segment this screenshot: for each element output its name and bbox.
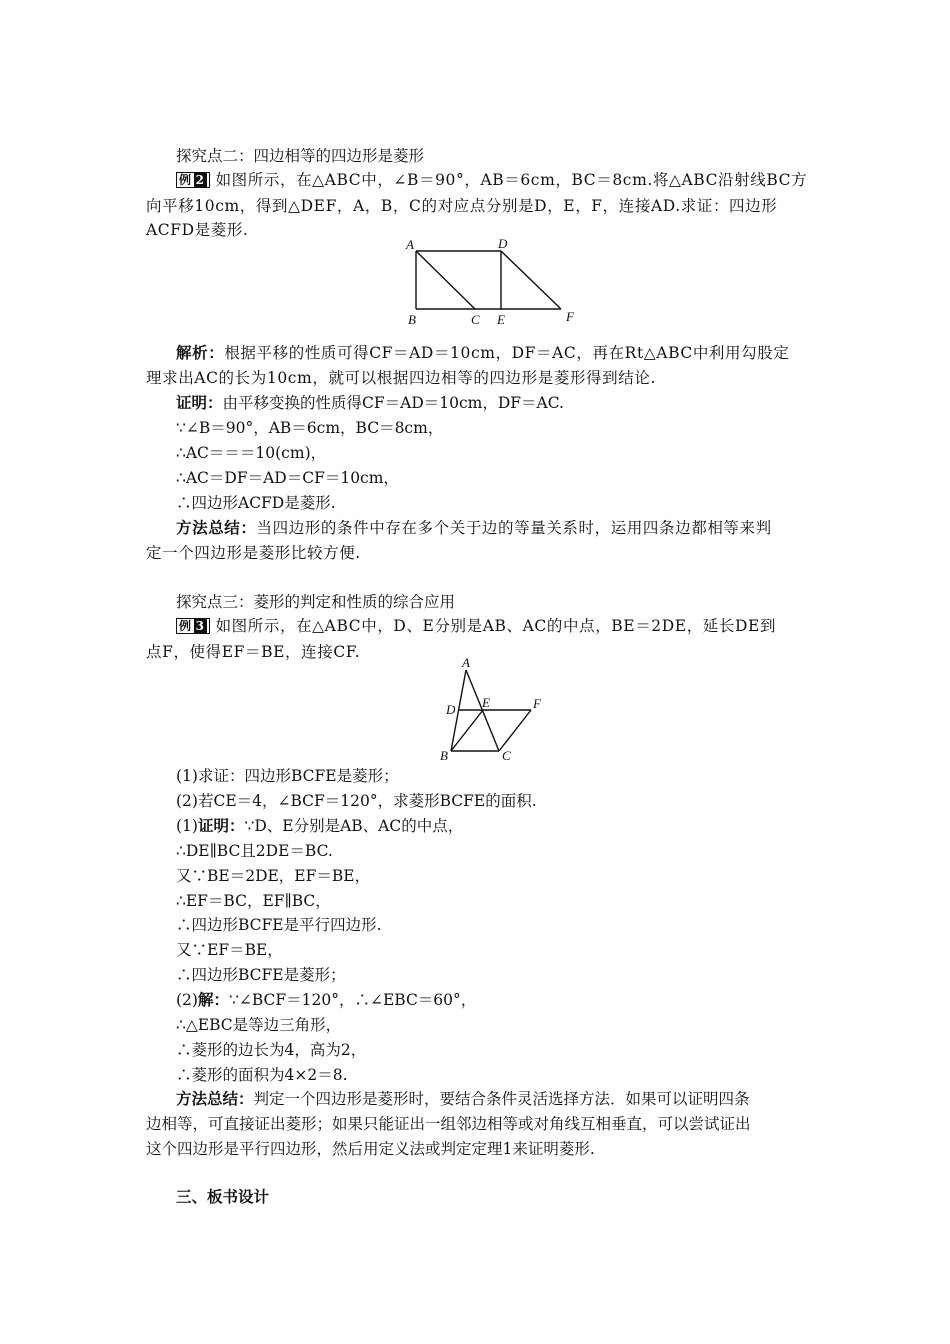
label-b: B: [408, 312, 416, 327]
example3-text-1: 如图所示，在△ABC中，D、E分别是AB、AC的中点，BE＝2DE，延长DE到: [215, 617, 777, 635]
figure-translation-diagram: [400, 236, 585, 328]
board-design-heading: 三、板书设计: [176, 1187, 270, 1206]
solution1-prefix: (1): [176, 817, 198, 835]
solution1-line7: ∴四边形BCFE是菱形；: [176, 966, 346, 984]
label-c: C: [502, 748, 511, 763]
label-f: F: [566, 309, 574, 324]
summary-label: 方法总结：: [176, 1089, 254, 1108]
label-c: C: [471, 312, 480, 327]
segment-df: [501, 251, 561, 309]
summary-text-1: 当四边形的条件中存在多个关于边的等量关系时，运用四条边都相等来判: [256, 519, 772, 537]
label-d: D: [446, 702, 456, 717]
example2-tag-label: 例: [179, 173, 192, 187]
solution1-line4: ∴EF＝BC，EF∥BC，: [176, 892, 331, 910]
label-e: E: [482, 695, 490, 710]
segment-ac: [416, 251, 475, 309]
section3-heading: 探究点三：菱形的判定和性质的综合应用: [176, 593, 456, 611]
example3-line2: 点F，使得EF＝BE，连接CF.: [146, 643, 361, 661]
proof2-line3: ∴AC＝＝＝10(cm)，: [176, 444, 327, 462]
analysis2-line1: [176, 343, 789, 363]
proof-text-1: 由平移变换的性质得CF＝AD＝10cm，DF＝AC.: [222, 394, 564, 412]
label-d: D: [498, 236, 508, 251]
example3-tag: [176, 618, 210, 634]
example3-tag-number: 3: [195, 619, 205, 633]
summary3-line3: 这个四边形是平行四边形，然后用定义法或判定定理1来证明菱形.: [146, 1140, 595, 1158]
solution1-text-1: ∵D、E分别是AB、AC的中点，: [244, 817, 464, 835]
label-b: B: [440, 748, 448, 763]
example2-line2: 向平移10cm，得到△DEF，A，B，C的对应点分别是D，E，F，连接AD.求证：四边形: [146, 197, 778, 215]
proof2-line1: [176, 393, 564, 413]
example2-line3: ACFD是菱形.: [146, 221, 249, 239]
example3-tag-label: 例: [179, 619, 192, 633]
summary2-line2: 定一个四边形是菱形比较方便.: [146, 544, 361, 562]
solution2-line1: [176, 990, 476, 1010]
proof2-line2: ∵∠B＝90°，AB＝6cm，BC＝8cm，: [176, 419, 444, 437]
solution1-line3: 又∵BE＝2DE，EF＝BE，: [176, 867, 371, 885]
solution2-prefix: (2): [176, 991, 198, 1009]
solution1-line6: 又∵EF＝BE，: [176, 941, 283, 959]
summary-label: 方法总结：: [176, 518, 257, 537]
section2-heading: 探究点二：四边相等的四边形是菱形: [176, 147, 425, 165]
segment-cf: [499, 710, 531, 751]
proof2-line4: ∴AC＝DF＝AD＝CF＝10cm，: [176, 469, 399, 487]
solution1-label: 证明：: [197, 816, 245, 835]
proof2-line5: ∴四边形ACFD是菱形.: [176, 494, 336, 512]
summary3-line1: [176, 1089, 750, 1109]
analysis-text-1: 根据平移的性质可得CF＝AD＝10cm，DF＝AC，再在Rt△ABC中利用勾股定: [224, 344, 790, 362]
label-f: F: [533, 696, 541, 711]
example3-line1: [176, 616, 776, 636]
solution1-line1: [176, 816, 463, 836]
segment-be: [451, 710, 483, 751]
question1: (1)求证：四边形BCFE是菱形；: [176, 767, 399, 785]
question2: (2)若CE＝4，∠BCF＝120°，求菱形BCFE的面积.: [176, 792, 537, 810]
example2-text-1: 如图所示，在△ABC中，∠B＝90°，AB＝6cm，BC＝8cm.将△ABC沿射线BC方: [215, 171, 808, 189]
example2-line1: [176, 170, 807, 190]
proof-label: 证明：: [176, 393, 223, 412]
solution1-line2: ∴DE∥BC且2DE＝BC.: [176, 842, 333, 860]
example2-tag: [176, 172, 210, 188]
analysis2-line2: 理求出AC的长为10cm，就可以根据四边相等的四边形是菱形得到结论.: [146, 369, 656, 387]
summary2-line1: [176, 518, 772, 538]
label-e: E: [497, 312, 505, 327]
summary-text-1: 判定一个四边形是菱形时，要结合条件灵活选择方法．如果可以证明四条: [253, 1090, 750, 1108]
label-a: A: [462, 655, 470, 670]
solution2-text-1: ∵∠BCF＝120°，∴∠EBC＝60°，: [228, 991, 477, 1009]
solution2-line2: ∴△EBC是等边三角形，: [176, 1016, 342, 1034]
solution2-line3: ∴菱形的边长为4，高为2，: [176, 1041, 367, 1059]
label-a: A: [406, 237, 414, 252]
figure-rhombus-diagram: [435, 655, 550, 765]
solution2-label: 解：: [197, 990, 229, 1009]
solution1-line5: ∴四边形BCFE是平行四边形.: [176, 916, 382, 934]
example2-tag-number: 2: [195, 173, 205, 187]
solution2-line4: ∴菱形的面积为4×2＝8.: [176, 1066, 348, 1084]
summary3-line2: 边相等，可直接证出菱形；如果只能证出一组邻边相等或对角线互相垂直，可以尝试证出: [146, 1115, 751, 1133]
analysis-label: 解析：: [176, 343, 225, 362]
